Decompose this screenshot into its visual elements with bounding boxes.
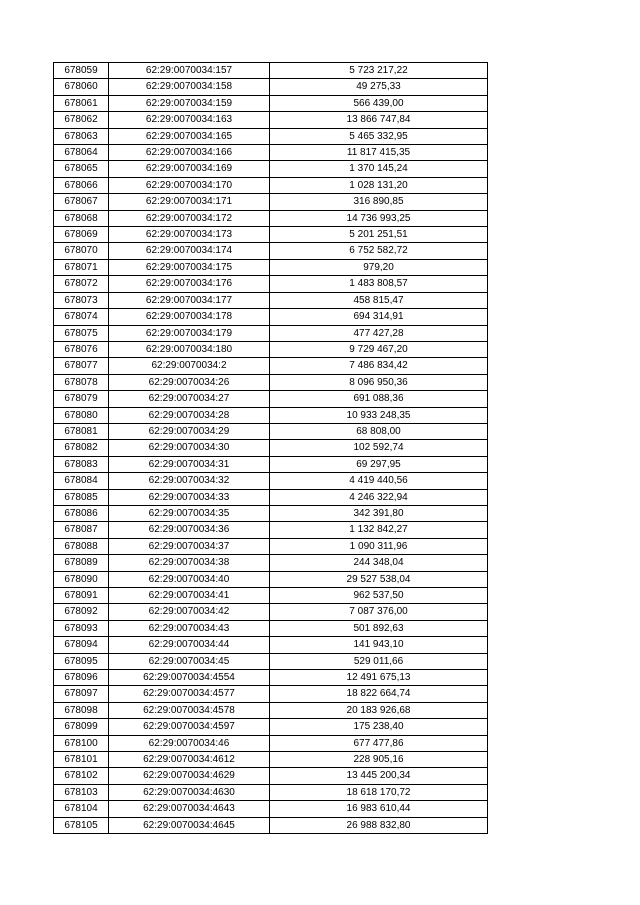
table-row <box>54 391 488 407</box>
row-number-cell: 678080 <box>54 407 109 423</box>
value-cell: 1 370 145,24 <box>270 161 488 177</box>
value-cell: 1 090 311,96 <box>270 538 488 554</box>
table-row <box>54 79 488 95</box>
table-row <box>54 112 488 128</box>
cadastral-number-cell: 62:29:0070034:178 <box>109 309 270 325</box>
row-number-cell: 678087 <box>54 522 109 538</box>
table-row <box>54 407 488 423</box>
value-cell: 6 752 582,72 <box>270 243 488 259</box>
value-cell: 244 348,04 <box>270 555 488 571</box>
cadastral-number-cell: 62:29:0070034:166 <box>109 145 270 161</box>
row-number-cell: 678092 <box>54 604 109 620</box>
table-row <box>54 309 488 325</box>
row-number-cell: 678063 <box>54 128 109 144</box>
row-number-cell: 678065 <box>54 161 109 177</box>
table-row <box>54 341 488 357</box>
cadastral-number-cell: 62:29:0070034:44 <box>109 637 270 653</box>
table-row <box>54 538 488 554</box>
row-number-cell: 678102 <box>54 768 109 784</box>
row-number-cell: 678082 <box>54 440 109 456</box>
table-row <box>54 374 488 390</box>
row-number-cell: 678090 <box>54 571 109 587</box>
row-number-cell: 678083 <box>54 456 109 472</box>
cadastral-number-cell: 62:29:0070034:174 <box>109 243 270 259</box>
row-number-cell: 678077 <box>54 358 109 374</box>
value-cell: 175 238,40 <box>270 719 488 735</box>
table-row <box>54 735 488 751</box>
cadastral-number-cell: 62:29:0070034:29 <box>109 423 270 439</box>
table-row <box>54 325 488 341</box>
row-number-cell: 678096 <box>54 670 109 686</box>
value-cell: 8 096 950,36 <box>270 374 488 390</box>
row-number-cell: 678091 <box>54 588 109 604</box>
row-number-cell: 678071 <box>54 259 109 275</box>
table-row <box>54 555 488 571</box>
row-number-cell: 678064 <box>54 145 109 161</box>
table-row <box>54 177 488 193</box>
cadastral-number-cell: 62:29:0070034:4597 <box>109 719 270 735</box>
table-row <box>54 276 488 292</box>
table-row <box>54 489 488 505</box>
value-cell: 5 465 332,95 <box>270 128 488 144</box>
cadastral-number-cell: 62:29:0070034:32 <box>109 473 270 489</box>
table-row <box>54 243 488 259</box>
row-number-cell: 678075 <box>54 325 109 341</box>
row-number-cell: 678074 <box>54 309 109 325</box>
value-cell: 18 618 170,72 <box>270 784 488 800</box>
value-cell: 7 486 834,42 <box>270 358 488 374</box>
table-row <box>54 637 488 653</box>
value-cell: 529 011,66 <box>270 653 488 669</box>
value-cell: 477 427,28 <box>270 325 488 341</box>
value-cell: 13 866 747,84 <box>270 112 488 128</box>
row-number-cell: 678104 <box>54 801 109 817</box>
value-cell: 12 491 675,13 <box>270 670 488 686</box>
table-row <box>54 63 488 79</box>
value-cell: 677 477,86 <box>270 735 488 751</box>
row-number-cell: 678095 <box>54 653 109 669</box>
value-cell: 102 592,74 <box>270 440 488 456</box>
table-row <box>54 686 488 702</box>
table-row <box>54 128 488 144</box>
value-cell: 342 391,80 <box>270 505 488 521</box>
value-cell: 501 892,63 <box>270 620 488 636</box>
cadastral-number-cell: 62:29:0070034:175 <box>109 259 270 275</box>
value-cell: 316 890,85 <box>270 194 488 210</box>
table-row <box>54 604 488 620</box>
row-number-cell: 678076 <box>54 341 109 357</box>
cadastral-number-cell: 62:29:0070034:163 <box>109 112 270 128</box>
cadastral-number-cell: 62:29:0070034:159 <box>109 95 270 111</box>
row-number-cell: 678061 <box>54 95 109 111</box>
table-row <box>54 670 488 686</box>
row-number-cell: 678103 <box>54 784 109 800</box>
row-number-cell: 678070 <box>54 243 109 259</box>
row-number-cell: 678079 <box>54 391 109 407</box>
value-cell: 68 808,00 <box>270 423 488 439</box>
table-row <box>54 620 488 636</box>
cadastral-number-cell: 62:29:0070034:173 <box>109 227 270 243</box>
row-number-cell: 678105 <box>54 817 109 833</box>
table-row <box>54 801 488 817</box>
row-number-cell: 678073 <box>54 292 109 308</box>
cadastral-number-cell: 62:29:0070034:177 <box>109 292 270 308</box>
table-row <box>54 473 488 489</box>
value-cell: 691 088,36 <box>270 391 488 407</box>
value-cell: 1 483 808,57 <box>270 276 488 292</box>
value-cell: 962 537,50 <box>270 588 488 604</box>
table-row <box>54 571 488 587</box>
value-cell: 4 246 322,94 <box>270 489 488 505</box>
row-number-cell: 678072 <box>54 276 109 292</box>
value-cell: 228 905,16 <box>270 752 488 768</box>
row-number-cell: 678059 <box>54 63 109 79</box>
row-number-cell: 678062 <box>54 112 109 128</box>
table-row <box>54 145 488 161</box>
value-cell: 458 815,47 <box>270 292 488 308</box>
table-row <box>54 423 488 439</box>
value-cell: 10 933 248,35 <box>270 407 488 423</box>
table-row <box>54 358 488 374</box>
row-number-cell: 678101 <box>54 752 109 768</box>
cadastral-number-cell: 62:29:0070034:4629 <box>109 768 270 784</box>
value-cell: 26 988 832,80 <box>270 817 488 833</box>
table-row <box>54 719 488 735</box>
cadastral-number-cell: 62:29:0070034:179 <box>109 325 270 341</box>
row-number-cell: 678099 <box>54 719 109 735</box>
cadastral-number-cell: 62:29:0070034:170 <box>109 177 270 193</box>
cadastral-number-cell: 62:29:0070034:30 <box>109 440 270 456</box>
cadastral-value-table <box>53 62 488 834</box>
table-row <box>54 456 488 472</box>
row-number-cell: 678068 <box>54 210 109 226</box>
cadastral-number-cell: 62:29:0070034:171 <box>109 194 270 210</box>
value-cell: 16 983 610,44 <box>270 801 488 817</box>
cadastral-number-cell: 62:29:0070034:28 <box>109 407 270 423</box>
table-row <box>54 588 488 604</box>
table-row <box>54 194 488 210</box>
value-cell: 20 183 926,68 <box>270 702 488 718</box>
table-row <box>54 227 488 243</box>
value-cell: 566 439,00 <box>270 95 488 111</box>
table-row <box>54 702 488 718</box>
row-number-cell: 678078 <box>54 374 109 390</box>
row-number-cell: 678097 <box>54 686 109 702</box>
cadastral-number-cell: 62:29:0070034:169 <box>109 161 270 177</box>
table-row <box>54 653 488 669</box>
table-row <box>54 259 488 275</box>
cadastral-number-cell: 62:29:0070034:45 <box>109 653 270 669</box>
cadastral-number-cell: 62:29:0070034:4643 <box>109 801 270 817</box>
row-number-cell: 678088 <box>54 538 109 554</box>
cadastral-number-cell: 62:29:0070034:33 <box>109 489 270 505</box>
value-cell: 11 817 415,35 <box>270 145 488 161</box>
value-cell: 141 943,10 <box>270 637 488 653</box>
value-cell: 29 527 538,04 <box>270 571 488 587</box>
cadastral-number-cell: 62:29:0070034:176 <box>109 276 270 292</box>
row-number-cell: 678089 <box>54 555 109 571</box>
value-cell: 4 419 440,56 <box>270 473 488 489</box>
value-cell: 18 822 664,74 <box>270 686 488 702</box>
cadastral-number-cell: 62:29:0070034:31 <box>109 456 270 472</box>
row-number-cell: 678086 <box>54 505 109 521</box>
cadastral-number-cell: 62:29:0070034:4645 <box>109 817 270 833</box>
cadastral-number-cell: 62:29:0070034:41 <box>109 588 270 604</box>
table-row <box>54 768 488 784</box>
cadastral-number-cell: 62:29:0070034:38 <box>109 555 270 571</box>
cadastral-number-cell: 62:29:0070034:35 <box>109 505 270 521</box>
row-number-cell: 678084 <box>54 473 109 489</box>
cadastral-number-cell: 62:29:0070034:4612 <box>109 752 270 768</box>
table-row <box>54 522 488 538</box>
cadastral-number-cell: 62:29:0070034:158 <box>109 79 270 95</box>
table-row <box>54 817 488 833</box>
cadastral-number-cell: 62:29:0070034:180 <box>109 341 270 357</box>
table-row <box>54 210 488 226</box>
row-number-cell: 678098 <box>54 702 109 718</box>
cadastral-number-cell: 62:29:0070034:26 <box>109 374 270 390</box>
row-number-cell: 678085 <box>54 489 109 505</box>
value-cell: 5 201 251,51 <box>270 227 488 243</box>
row-number-cell: 678069 <box>54 227 109 243</box>
cadastral-number-cell: 62:29:0070034:43 <box>109 620 270 636</box>
value-cell: 5 723 217,22 <box>270 63 488 79</box>
cadastral-number-cell: 62:29:0070034:37 <box>109 538 270 554</box>
row-number-cell: 678060 <box>54 79 109 95</box>
cadastral-number-cell: 62:29:0070034:4578 <box>109 702 270 718</box>
value-cell: 49 275,33 <box>270 79 488 95</box>
cadastral-number-cell: 62:29:0070034:2 <box>109 358 270 374</box>
value-cell: 13 445 200,34 <box>270 768 488 784</box>
cadastral-number-cell: 62:29:0070034:36 <box>109 522 270 538</box>
value-cell: 7 087 376,00 <box>270 604 488 620</box>
cadastral-number-cell: 62:29:0070034:165 <box>109 128 270 144</box>
value-cell: 1 028 131,20 <box>270 177 488 193</box>
value-cell: 9 729 467,20 <box>270 341 488 357</box>
row-number-cell: 678094 <box>54 637 109 653</box>
value-cell: 694 314,91 <box>270 309 488 325</box>
table-row <box>54 161 488 177</box>
table-body <box>54 63 488 834</box>
table-row <box>54 95 488 111</box>
cadastral-number-cell: 62:29:0070034:42 <box>109 604 270 620</box>
cadastral-number-cell: 62:29:0070034:4577 <box>109 686 270 702</box>
row-number-cell: 678100 <box>54 735 109 751</box>
row-number-cell: 678067 <box>54 194 109 210</box>
table-row <box>54 440 488 456</box>
row-number-cell: 678093 <box>54 620 109 636</box>
table-row <box>54 292 488 308</box>
cadastral-number-cell: 62:29:0070034:46 <box>109 735 270 751</box>
value-cell: 14 736 993,25 <box>270 210 488 226</box>
value-cell: 69 297,95 <box>270 456 488 472</box>
table-row <box>54 505 488 521</box>
row-number-cell: 678066 <box>54 177 109 193</box>
cadastral-number-cell: 62:29:0070034:172 <box>109 210 270 226</box>
cadastral-number-cell: 62:29:0070034:4554 <box>109 670 270 686</box>
value-cell: 979,20 <box>270 259 488 275</box>
cadastral-number-cell: 62:29:0070034:4630 <box>109 784 270 800</box>
table-row <box>54 784 488 800</box>
table-row <box>54 752 488 768</box>
row-number-cell: 678081 <box>54 423 109 439</box>
cadastral-number-cell: 62:29:0070034:27 <box>109 391 270 407</box>
cadastral-number-cell: 62:29:0070034:157 <box>109 63 270 79</box>
value-cell: 1 132 842,27 <box>270 522 488 538</box>
cadastral-number-cell: 62:29:0070034:40 <box>109 571 270 587</box>
